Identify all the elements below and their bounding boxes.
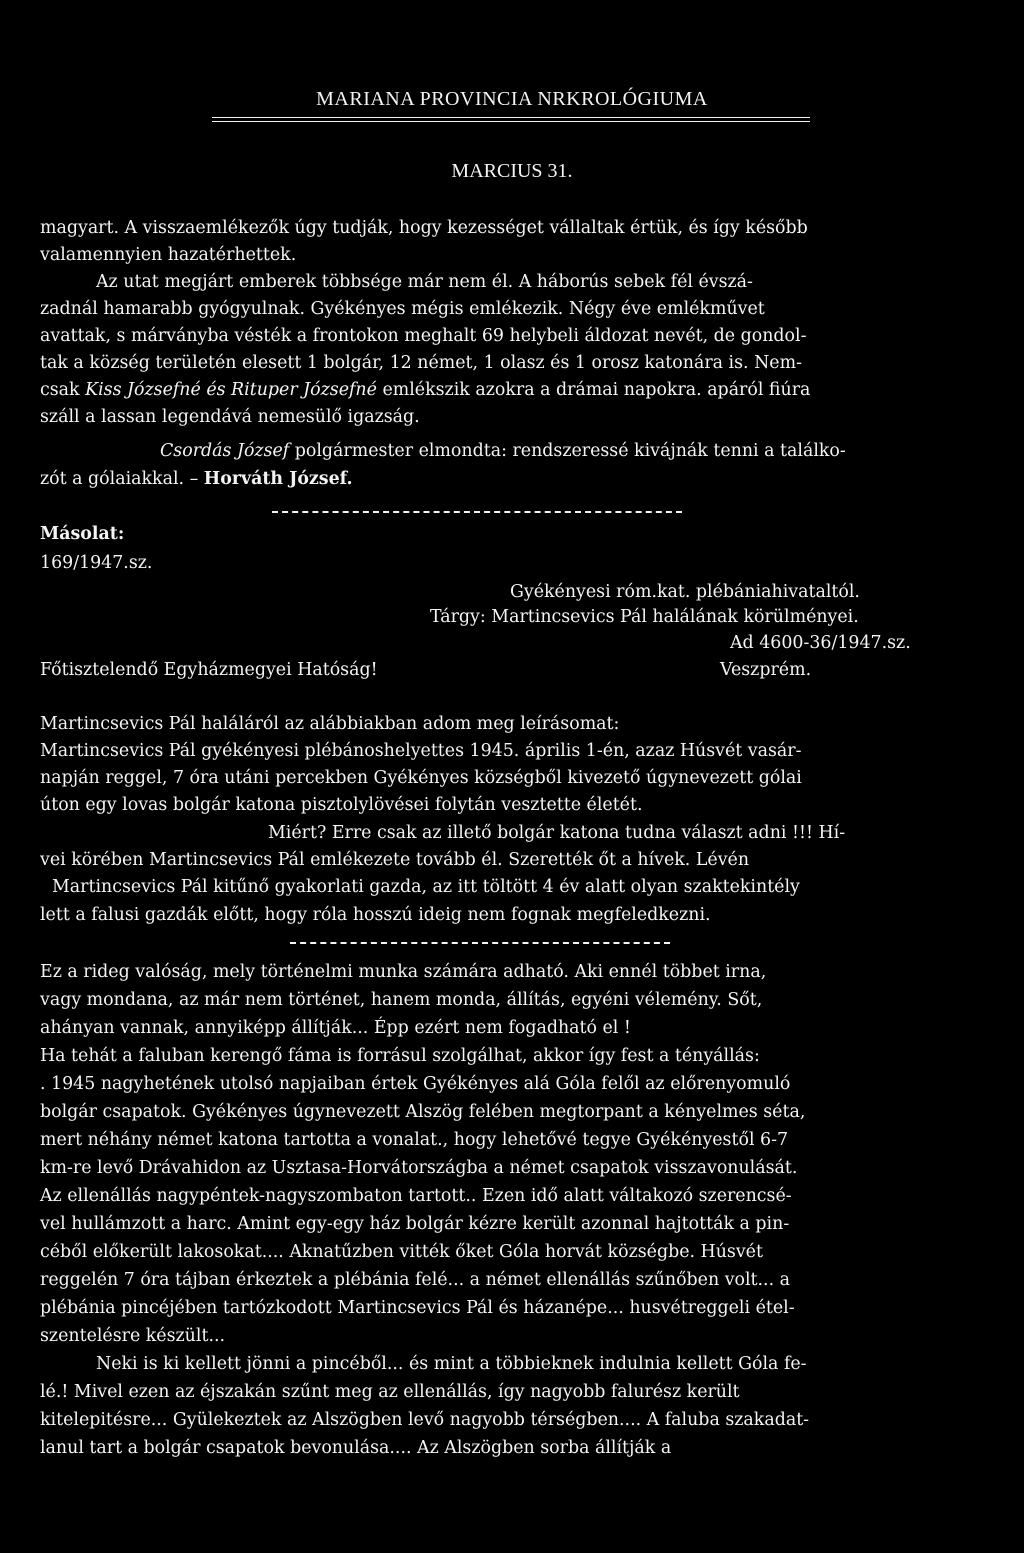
italic-names: Kiss Józsefné és Rituper Józsefné <box>85 380 377 400</box>
addressee-line: Főtisztelendő Egyházmegyei Hatóság! <box>40 660 378 680</box>
text-line: vagy mondana, az már nem történet, hanem monda, állítás, egyéni vélemény. Sőt, <box>40 990 763 1010</box>
text-line: napján reggel, 7 óra utáni percekben Gyékényes községből kivezető úgynevezett gólai <box>40 768 802 788</box>
text-line: Az ellenállás nagypéntek-nagyszombaton tartott.. Ezen idő alatt váltakozó szerencsé- <box>40 1186 792 1206</box>
text-line: Martincsevics Pál gyékényesi plébánoshelyettes 1945. április 1-én, azaz Húsvét vasár- <box>40 741 802 761</box>
text-line: lanul tart a bolgár csapatok bevonulása.... Az Alszögben sorba állítják a <box>40 1438 672 1458</box>
text-line: céből előkerült lakosokat.... Aknatűzben vitték őket Góla horvát községbe. Húsvét <box>40 1242 763 1262</box>
text-line: lett a falusi gazdák előtt, hogy róla hosszú ideig nem fognak megfeledkezni. <box>40 905 711 925</box>
text-line: ahányan vannak, annyiképp állítják... Épp ezért nem fogadható el ! <box>40 1018 631 1038</box>
reference-number: Ad 4600-36/1947.sz. <box>730 633 911 653</box>
sender-line: Gyékényesi róm.kat. plébániahivataltól. <box>510 582 860 602</box>
header-rule-bottom <box>212 121 810 122</box>
text-line: úton egy lovas bolgár katona pisztolylövései folytán vesztette életét. <box>40 795 643 815</box>
text-line: Martincsevics Pál kitűnő gyakorlati gazda, az itt töltött 4 év alatt olyan szaktekintély <box>52 877 800 897</box>
italic-name: Csordás József <box>160 441 290 461</box>
date-heading: MARCIUS 31. <box>451 160 573 182</box>
text-line: kitelepitésre... Gyülekeztek az Alszögben levő nagyobb térségben.... A faluba szakadat- <box>40 1410 810 1430</box>
text-line <box>160 441 846 461</box>
text-line <box>40 380 810 400</box>
header-rule-top <box>212 117 810 118</box>
text-line <box>40 469 353 489</box>
text-line: Martincsevics Pál haláláról az alábbiakban adom meg leírásomat: <box>40 714 620 734</box>
text-line: plébánia pincéjében tartózkodott Martincsevics Pál és házanépe... husvétreggeli étel- <box>40 1298 795 1318</box>
dashed-separator <box>290 942 670 944</box>
text-line: vel hullámzott a harc. Amint egy-egy ház bolgár kézre került azonnal hajtották a pin- <box>40 1214 790 1234</box>
subject-line: Tárgy: Martincsevics Pál halálának körülményei. <box>430 607 859 627</box>
text-line: Az utat megjárt emberek többsége már nem él. A háborús sebek fél évszá- <box>96 272 753 292</box>
text-segment: zót a gólaiakkal. – <box>40 469 204 489</box>
text-line: bolgár csapatok. Gyékényes úgynevezett Alszög felében megtorpant a kényelmes séta, <box>40 1102 806 1122</box>
text-line: mert néhány német katona tartotta a vonalat., hogy lehetővé tegye Gyékényestől 6-7 <box>40 1130 789 1150</box>
text-segment: emlékszik azokra a drámai napokra. apáról fiúra <box>376 380 811 400</box>
copy-label: Másolat: <box>40 524 125 544</box>
text-line: száll a lassan legendává nemesülő igazság. <box>40 407 420 427</box>
header-title: MARIANA PROVINCIA NRKROLÓGIUMA <box>316 88 708 110</box>
text-segment: polgármester elmondta: rendszeressé kivájnák tenni a találko- <box>289 441 846 461</box>
place-line: Veszprém. <box>720 660 812 680</box>
text-line: zadnál hamarabb gyógyulnak. Gyékényes mégis emlékezik. Négy éve emlékművet <box>40 299 765 319</box>
text-line: avattak, s márványba vésték a frontokon meghalt 69 helybeli áldozat nevét, de gondol- <box>40 326 807 346</box>
text-line: lé.! Mivel ezen az éjszakán szűnt meg az ellenállás, így nagyobb falurész került <box>40 1382 740 1402</box>
text-line: reggelén 7 óra tájban érkeztek a plébánia felé... a német ellenállás szűnőben volt... a <box>40 1270 791 1290</box>
text-line: magyart. A visszaemlékezők úgy tudják, hogy kezességet vállaltak értük, és így később <box>40 218 808 238</box>
dashed-separator <box>272 511 682 513</box>
text-line: Miért? Erre csak az illető bolgár katona tudna választ adni !!! Hí- <box>268 823 846 843</box>
author-signature: Horváth József. <box>203 469 353 489</box>
text-line: tak a község területén elesett 1 bolgár, 12 német, 1 olasz és 1 orosz katonára is. Nem- <box>40 353 802 373</box>
text-line: vei körében Martincsevics Pál emlékezete tovább él. Szerették őt a hívek. Lévén <box>40 850 750 870</box>
text-line: valamennyien hazatérhettek. <box>40 245 297 265</box>
text-line: Ha tehát a faluban kerengő fáma is forrásul szolgálhat, akkor így fest a tényállás: <box>40 1046 760 1066</box>
copy-number: 169/1947.sz. <box>40 553 153 573</box>
text-line: Ez a rideg valóság, mely történelmi munka számára adható. Aki ennél többet irna, <box>40 962 767 982</box>
text-segment: csak <box>40 380 86 400</box>
text-line: szentelésre készült... <box>40 1326 226 1346</box>
text-line: . 1945 nagyhetének utolsó napjaiban értek Gyékényes alá Góla felől az előrenyomuló <box>40 1074 791 1094</box>
text-line: km-re levő Drávahidon az Usztasa-Horvátországba a német csapatok visszavonulását. <box>40 1158 798 1178</box>
text-line: Neki is ki kellett jönni a pincéből... és mint a többieknek indulnia kellett Góla fe- <box>96 1354 807 1374</box>
